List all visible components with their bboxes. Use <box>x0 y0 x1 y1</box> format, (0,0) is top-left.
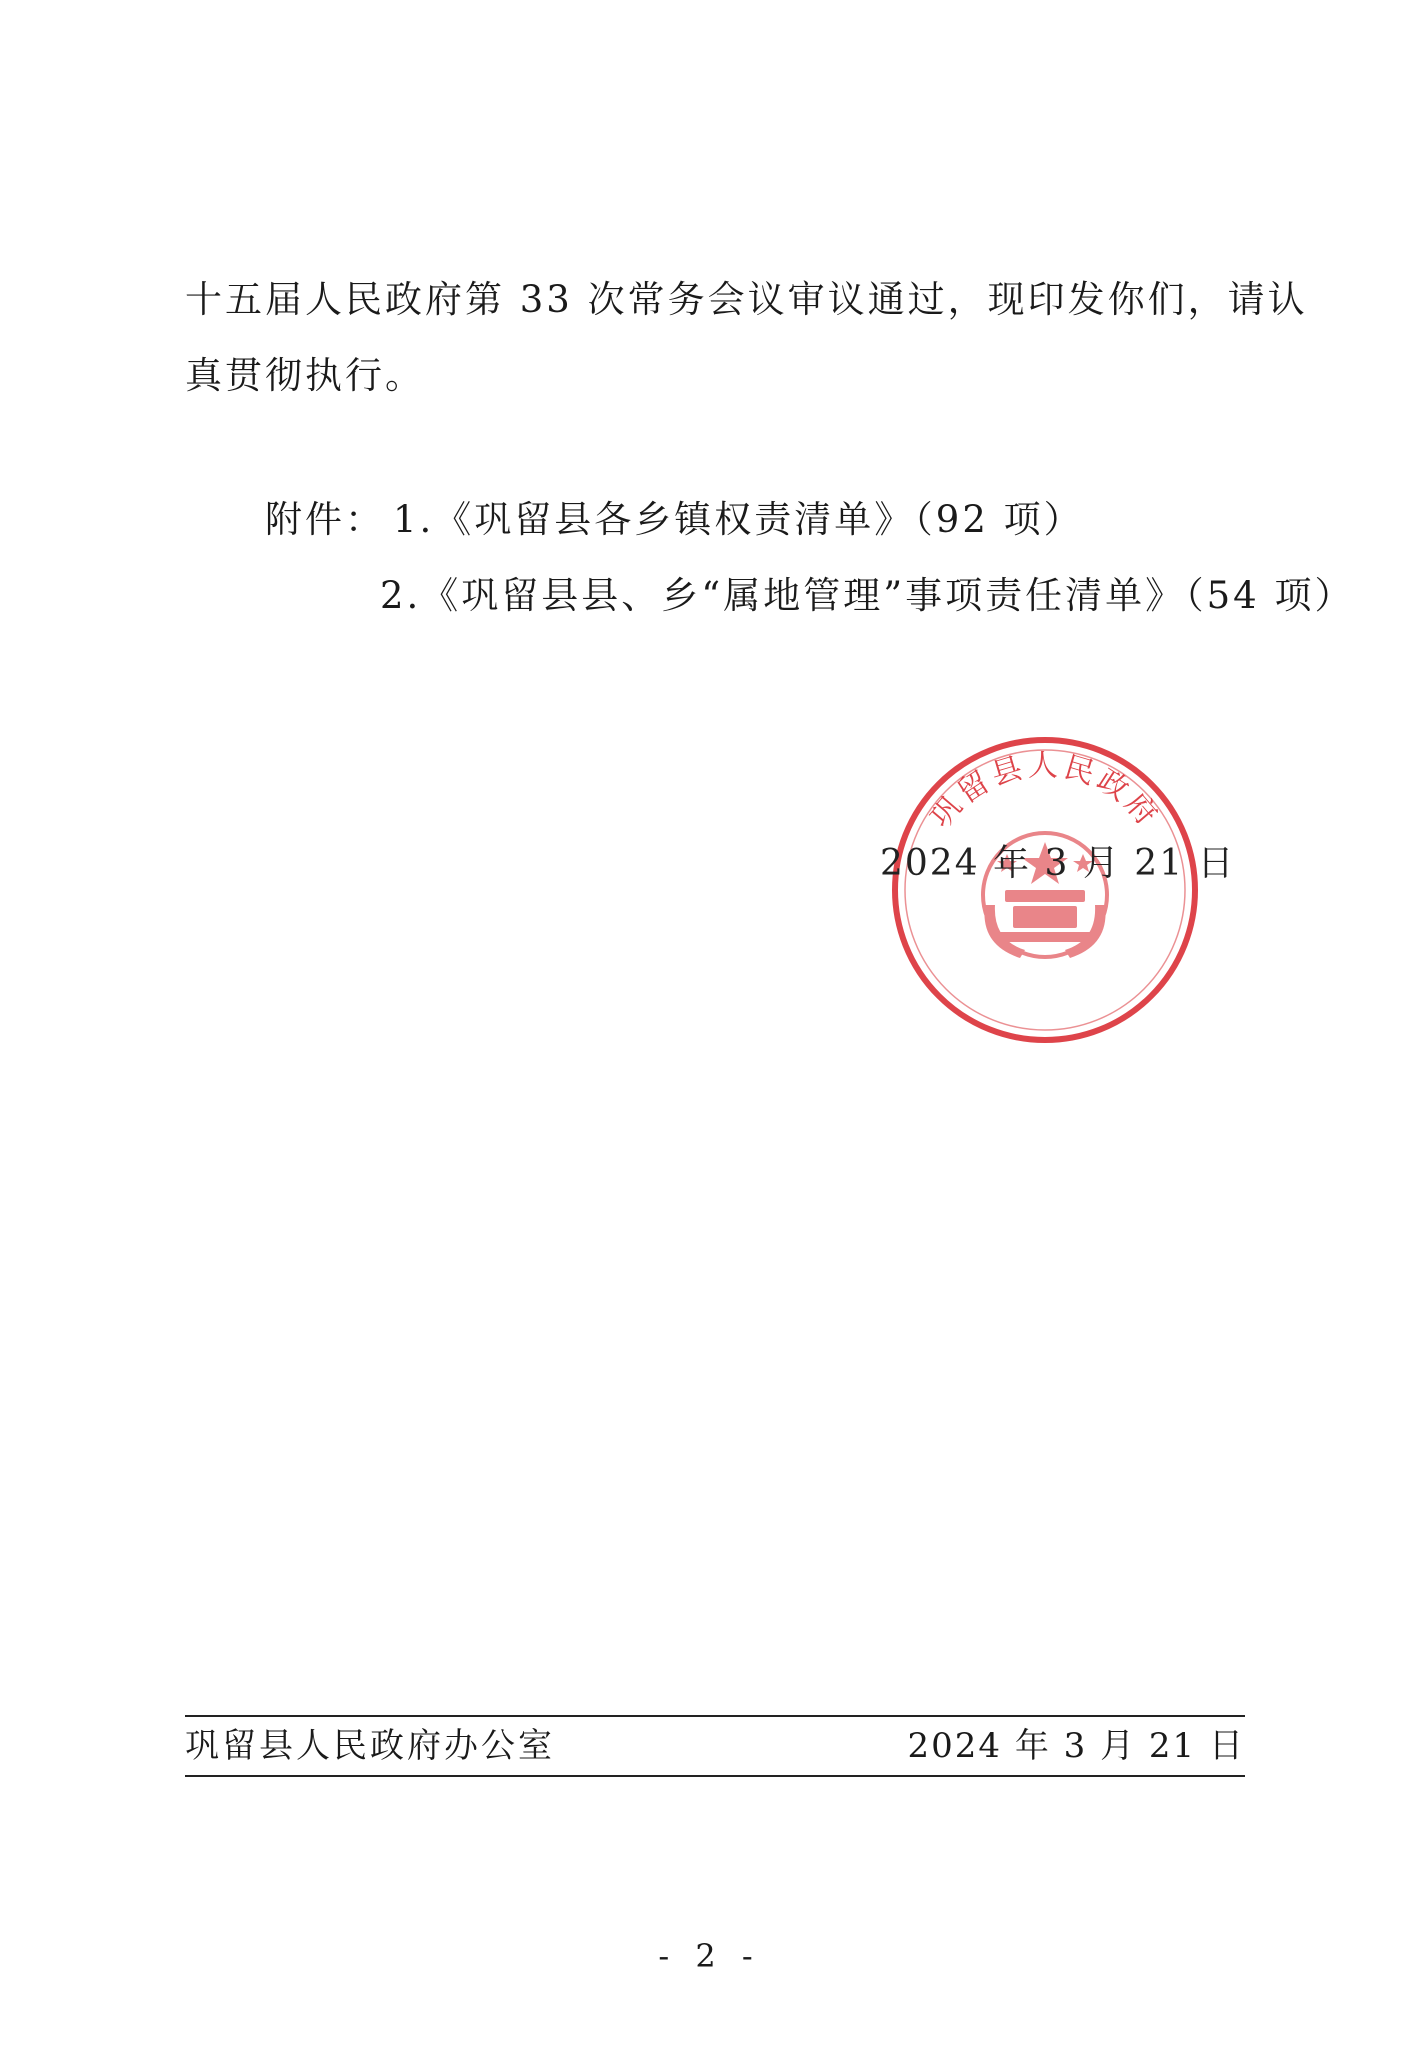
footer-divider-bottom <box>185 1775 1245 1777</box>
body-paragraph-line-1: 十五届人民政府第 33 次常务会议审议通过，现印发你们，请认 <box>185 278 1308 321</box>
page-number: - 2 - <box>658 1937 761 1975</box>
attachment-item-1 <box>265 490 1084 550</box>
footer-date: 2024 年 3 月 21 日 <box>907 1726 1245 1766</box>
footer-issuer: 巩留县人民政府办公室 <box>185 1726 555 1766</box>
footer-divider-top <box>185 1715 1245 1717</box>
signature-date: 2024 年 3 月 21 日 <box>880 843 1236 884</box>
attachment-item-2 <box>380 566 1354 626</box>
attachment-item-2-text: 2.《巩留县县、乡“属地管理”事项责任清单》（54 项） <box>380 574 1355 617</box>
official-seal-icon <box>885 730 1205 1050</box>
attachment-item-1-text: 1.《巩留县各乡镇权责清单》（92 项） <box>393 498 1084 541</box>
body-paragraph-line-2: 真贯彻执行。 <box>185 354 425 397</box>
attachment-label: 附件： <box>265 498 385 541</box>
seal-text: 巩留县人民政府 <box>923 748 1167 836</box>
